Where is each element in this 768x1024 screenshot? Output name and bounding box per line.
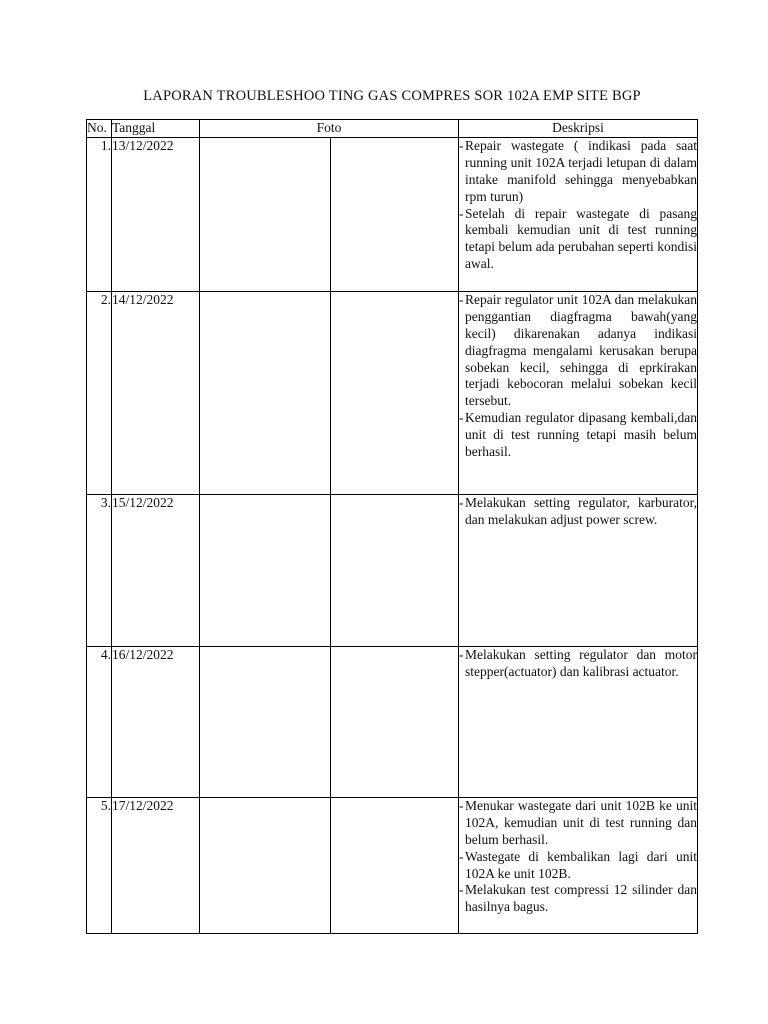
dash-bullet-icon: - xyxy=(459,291,464,307)
description-text: Menukar wastegate dari unit 102B ke unit 102A, kemudian unit di test running dan belum berhasil. xyxy=(465,797,698,847)
table-header-row xyxy=(87,120,698,138)
dash-bullet-icon: - xyxy=(459,646,464,662)
table-row xyxy=(87,137,698,291)
photo-cell-right xyxy=(331,646,459,797)
photo-cell-right xyxy=(331,291,459,494)
row-date: 16/12/2022 xyxy=(112,646,200,797)
table-row xyxy=(87,291,698,494)
header-deskripsi: Deskripsi xyxy=(459,120,698,138)
row-number: 2. xyxy=(87,291,112,494)
dash-bullet-icon: - xyxy=(459,797,464,813)
description-text: Kemudian regulator dipasang kembali,dan unit di test running tetapi masih belum berhasil. xyxy=(465,410,698,460)
dash-bullet-icon: - xyxy=(459,205,464,221)
photo-cell-left xyxy=(200,494,331,646)
table-row xyxy=(87,797,698,933)
description-item xyxy=(459,849,697,883)
photo-cell-left xyxy=(200,646,331,797)
row-description xyxy=(459,291,698,494)
photo-cell-left xyxy=(200,797,331,933)
photo-cell-right xyxy=(331,494,459,646)
description-text: Wastegate di kembalikan lagi dari unit 102A ke unit 102B. xyxy=(465,848,698,881)
dash-bullet-icon: - xyxy=(459,882,464,898)
description-item xyxy=(459,206,697,274)
description-text: Repair wastegate ( indikasi pada saat running unit 102A terjadi letupan di dalam intake manifold sehingga menyebabkan rpm turun) xyxy=(465,137,698,204)
row-number: 4. xyxy=(87,646,112,797)
row-date: 13/12/2022 xyxy=(112,137,200,291)
row-description xyxy=(459,137,698,291)
dash-bullet-icon: - xyxy=(459,494,464,510)
table-row xyxy=(87,494,698,646)
report-title: LAPORAN TROUBLESHOO TING GAS COMPRES SOR 102A EMP SITE BGP xyxy=(143,88,641,104)
row-date: 15/12/2022 xyxy=(112,494,200,646)
description-item xyxy=(459,882,697,916)
photo-cell-left xyxy=(200,291,331,494)
description-text: Repair regulator unit 102A dan melakukan penggantian diagfragma bawah(yang kecil) dikarenakan adanya indikasi diagfragma mengalami kerusakan berupa sobekan kecil, sehingga di eprkirakan terjadi kebocoran melalui sobekan kecil tersebut. xyxy=(465,291,698,409)
header-foto: Foto xyxy=(200,120,459,138)
report-table xyxy=(86,119,698,934)
row-number: 3. xyxy=(87,494,112,646)
dash-bullet-icon: - xyxy=(459,848,464,864)
row-number: 5. xyxy=(87,797,112,933)
header-tanggal: Tanggal xyxy=(112,120,200,138)
description-item xyxy=(459,292,697,410)
photo-cell-left xyxy=(200,137,331,291)
row-date: 17/12/2022 xyxy=(112,797,200,933)
row-description xyxy=(459,494,698,646)
row-description xyxy=(459,797,698,933)
description-item xyxy=(459,495,697,529)
description-text: Setelah di repair wastegate di pasang kembali kemudian unit di test running tetapi belum ada perubahan seperti kondisi awal. xyxy=(465,205,698,272)
dash-bullet-icon: - xyxy=(459,410,464,426)
description-item xyxy=(459,138,697,206)
row-date: 14/12/2022 xyxy=(112,291,200,494)
table-row xyxy=(87,646,698,797)
row-description xyxy=(459,646,698,797)
description-item xyxy=(459,410,697,461)
description-item xyxy=(459,798,697,849)
dash-bullet-icon: - xyxy=(459,137,464,153)
header-no: No. xyxy=(87,120,112,138)
description-text: Melakukan test compressi 12 silinder dan hasilnya bagus. xyxy=(465,882,698,915)
photo-cell-right xyxy=(331,797,459,933)
photo-cell-right xyxy=(331,137,459,291)
description-item xyxy=(459,647,697,681)
description-text: Melakukan setting regulator, karburator, dan melakukan adjust power screw. xyxy=(465,494,698,527)
description-text: Melakukan setting regulator dan motor stepper(actuator) dan kalibrasi actuator. xyxy=(465,646,698,679)
row-number: 1. xyxy=(87,137,112,291)
